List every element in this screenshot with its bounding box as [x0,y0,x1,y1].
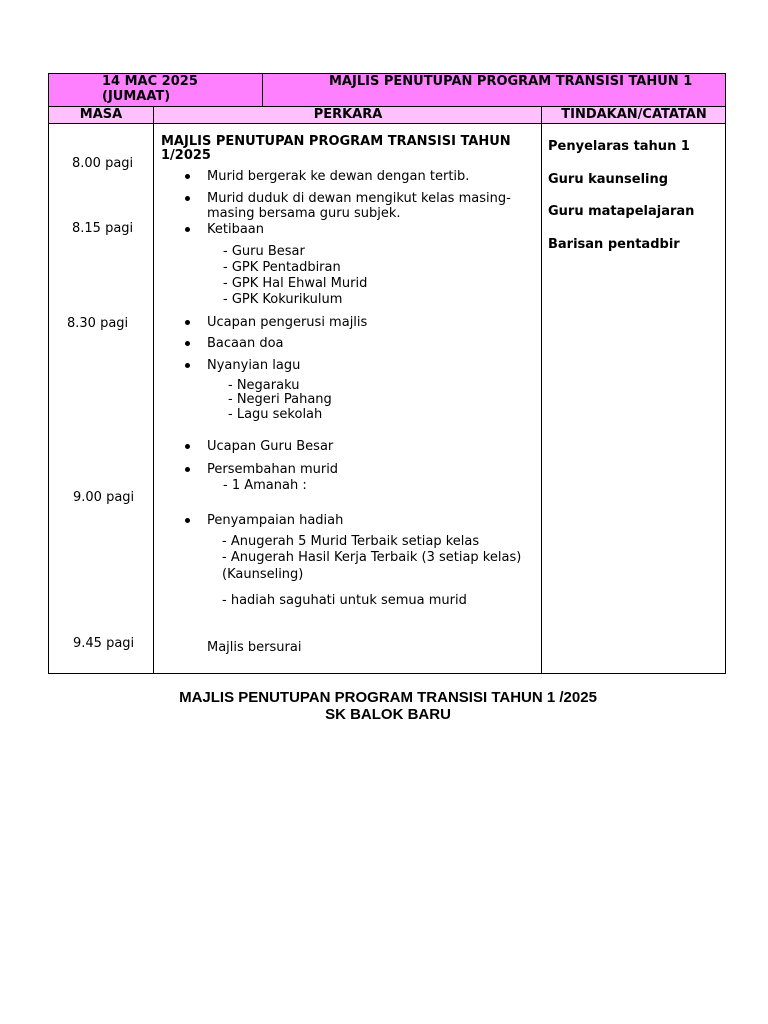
lagu-negaraku: - Negaraku [228,378,300,393]
bullet [185,444,190,449]
hadiah-murid-terbaik: - Anugerah 5 Murid Terbaik setiap kelas [222,534,480,549]
lagu-sekolah: - Lagu sekolah [228,407,323,422]
ketibaan-gpk-koku: - GPK Kokurikulum [223,292,343,307]
column-header-perkara: PERKARA [313,107,383,122]
bullet [185,174,190,179]
bullet [185,518,190,523]
item-murid-duduk: Murid duduk di dewan mengikut kelas masing- [207,191,511,206]
item-ucapan-guru-besar: Ucapan Guru Besar [207,439,334,454]
perkara-title: MAJLIS PENUTUPAN PROGRAM TRANSISI TAHUN [161,134,511,149]
bullet [185,227,190,232]
ketibaan-gpk-pentadbiran: - GPK Pentadbiran [223,260,341,275]
header-divider [262,73,263,107]
column-header-tindakan: TINDAKAN/CATATAN [561,107,707,122]
column-divider-1 [153,107,154,674]
item-bacaan-doa: Bacaan doa [207,336,284,351]
hadiah-hasil-kerja: - Anugerah Hasil Kerja Terbaik (3 setiap kelas) [222,550,522,565]
tindakan-guru-matapelajaran: Guru matapelajaran [548,204,695,219]
persembahan-amanah: - 1 Amanah : [223,478,307,493]
item-nyanyian-lagu: Nyanyian lagu [207,358,301,373]
item-ketibaan: Ketibaan [207,222,265,237]
bullet [185,341,190,346]
item-persembahan-murid: Persembahan murid [207,462,339,477]
hadiah-kaunseling: (Kaunseling) [222,567,304,582]
bullet [185,196,190,201]
ketibaan-guru-besar: - Guru Besar [223,244,305,259]
item-penyampaian-hadiah: Penyampaian hadiah [207,513,344,528]
bullet [185,363,190,368]
time-0945: 9.45 pagi [73,636,135,651]
tindakan-barisan-pentadbir: Barisan pentadbir [548,237,680,252]
time-0800: 8.00 pagi [72,156,134,171]
footer-school: SK BALOK BARU [325,706,451,723]
column-divider-2 [541,107,542,674]
footer-title: MAJLIS PENUTUPAN PROGRAM TRANSISI TAHUN 1 /2025 [179,689,597,706]
item-ucapan-pengerusi: Ucapan pengerusi majlis [207,315,368,330]
bullet [185,467,190,472]
header-date: 14 MAC 2025 [102,74,198,89]
header-day: (JUMAAT) [102,89,171,104]
lagu-negeri-pahang: - Negeri Pahang [228,392,332,407]
tindakan-guru-kaunseling: Guru kaunseling [548,172,669,187]
header-event-title: MAJLIS PENUTUPAN PROGRAM TRANSISI TAHUN 1 [329,74,693,89]
time-0900: 9.00 pagi [73,490,135,505]
perkara-title-year: 1/2025 [161,148,211,163]
ketibaan-gpk-hem: - GPK Hal Ehwal Murid [223,276,368,291]
time-0830: 8.30 pagi [67,316,129,331]
column-header-masa: MASA [79,107,123,122]
item-murid-duduk-cont: masing bersama guru subjek. [207,206,401,221]
item-murid-bergerak: Murid bergerak ke dewan dengan tertib. [207,169,470,184]
tindakan-penyelaras: Penyelaras tahun 1 [548,139,690,154]
bullet [185,320,190,325]
hadiah-saguhati: - hadiah saguhati untuk semua murid [222,593,467,608]
item-majlis-bersurai: Majlis bersurai [207,640,302,655]
time-0815: 8.15 pagi [72,221,134,236]
